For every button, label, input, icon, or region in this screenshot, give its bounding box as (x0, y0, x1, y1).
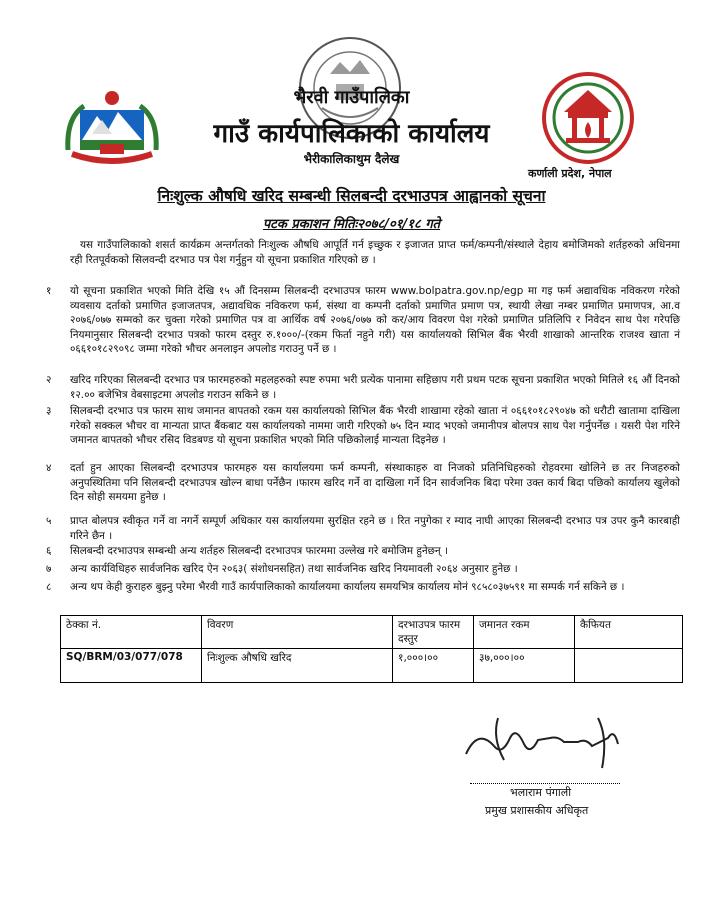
table-cell-form-fee: १,०००।०० (393, 649, 474, 683)
item-number: २ (46, 374, 52, 386)
item-number: ३ (46, 405, 52, 417)
notice-title: निःशुल्क औषधि खरिद सम्बन्धी सिलबन्दी दरभाउपत्र आह्वानको सूचना (157, 187, 546, 205)
table-cell-remarks (575, 649, 683, 683)
signature-line (470, 783, 620, 784)
municipality-name: भैरवी गाउँपालिका (293, 87, 410, 108)
province-label: कर्णाली प्रदेश, नेपाल (528, 167, 612, 180)
item-number: ६ (46, 545, 52, 557)
notice-item: सिलबन्दी दरभाउ पत्र फारम साथ जमानत बापतको रकम यस कार्यालयको सिभिल बैंक भैरवी शाखामा रहेको खाता नं ०६६१०१८२९०४७ को धरौटी खातामा दाखिला गरेको सक्कल भौचर वा मान्यता प्राप्त बैंकबाट यस कार्यालयको नाममा जारी गरिएको ७५ दिन म्याद भएको जमानीपत्र बोलपत्र साथ पेश गर्नुपर्नेछ । यसरी पेश गरिने जमानत बापतको भौचर रसिद विडबण्ड यो सूचना प्रकाशित भएको मिति पछिकोलाई मान्यता दिइनेछ । (70, 405, 680, 447)
notice-intro: यस गाउँपालिकाको शसर्त कार्यक्रम अन्तर्गतको निःशुल्क औषधि आपूर्ति गर्न इच्छुक र इजाजत प्राप्त फर्म/कम्पनी/संस्थाले देहाय बमोजिमको शर्तहरुको अधिनमा रही रितपूर्वकको सिलवन्दी दरभाउ पत्र पेश गर्नुहुन यो सूचना प्रकाशित गरिएको छ । (70, 239, 680, 266)
notice-item: खरिद गरिएका सिलबन्दी दरभाउ पत्र फारमहरुको महलहरुको स्पष्ट रुपमा भरी प्रत्येक पानामा सहिछाप गरी प्रथम पटक सूचना प्रकाशित भएको मितिले १६ औं दिनको १२.०० बजेभित्र वेबसाइटमा अपलोड गराउन सकिने छ । (70, 374, 680, 401)
notice-item: यो सूचना प्रकाशित भएको मिति देखि १५ औं दिनसम्म सिलबन्दी दरभाउपत्र फारम www.bolpatra.gov.np/egp मा गइ फर्म अद्यावधिक नविकरण गरेको व्यवसाय दर्ताको प्रमाणित इजाजतपत्र, अद्यावधिक नविकरण फर्म, संस्था वा कम्पनी दर्ताको प्रमाणित प्रमाण पत्र, स्थायी लेखा नम्बर प्रमाणित प्रमाणपत्र, आ.व २०७६/०७७ सम्मको कर चुक्ता गरेको प्रमाणित पत्र वा आर्थिक वर्ष २०७६/०७७ को कर/आय विवरण पेश गरेको प्रमाणित प्रतिलिपि र निवेदन साथ पेश गरेपछि नियमानुसार सिलबन्दी दरभाउ पत्रको फारम दस्तुर रु.१०००/-(रकम फिर्ता नहुने गरी) यस कार्यालयको सिभिल बैंक भैरवी शाखाको आन्तरिक राजश्व खाता नं ०६६१०१८२९०९८ जम्मा गरेको भौचर अनलाइन अपलोड गराउनु पर्ने छ । (70, 285, 680, 356)
table-header: विवरण (202, 616, 393, 649)
table-header: ठेक्का नं. (61, 616, 202, 649)
notice-item: सिलबन्दी दरभाउपत्र सम्बन्धी अन्य शर्तहरु सिलबन्दी दरभाउपत्र फारममा उल्लेख गरे बमोजिम हुनेछन् । (70, 545, 448, 557)
notice-item: अन्य कार्यविधिहरु सार्वजनिक खरिद ऐन २०६३( संशोधनसहित) तथा सार्वजनिक खरिद नियमावली २०६४ अनुसार हुनेछ । (70, 563, 518, 575)
item-number: ४ (46, 462, 52, 474)
table-row (61, 649, 683, 683)
notice-item: प्राप्त बोलपत्र स्वीकृत गर्ने वा नगर्ने सम्पूर्ण अधिकार यस कार्यालयमा सुरक्षित रहने छ । रित नपुगेका र म्याद नाघी आएका सिलबन्दी दरभाउ पत्र उपर कुनै कारबाही गरिने छैन । (70, 515, 680, 542)
signatory-name: भलाराम पंगाली (510, 786, 572, 799)
notice-item: अन्य थप केही कुराहरु बुझ्नु परेमा भैरवी गाउँ कार्यपालिकाको कार्यालयमा कार्यालय समयभित्र कार्यालय मोनं ९८५८०३७५९१ मा सम्पर्क गर्न सकिने छ । (70, 581, 625, 593)
item-number: १ (46, 285, 52, 297)
table-header: कैफियत (575, 616, 683, 649)
tender-table (60, 615, 683, 683)
item-number: ८ (46, 581, 52, 593)
item-number: ५ (46, 515, 52, 527)
office-location: भैरीकालिकाथुम दैलेख (303, 152, 400, 166)
table-cell-description: निःशुल्क औषधि खरिद (202, 649, 393, 683)
office-name: गाउँ कार्यपालिकाको कार्यालय (213, 119, 490, 149)
item-number: ७ (46, 563, 52, 575)
table-cell-guarantee: ३७,०००।०० (474, 649, 575, 683)
signatory-title: प्रमुख प्रशासकीय अधिकृत (485, 804, 589, 817)
notice-item: दर्ता हुन आएका सिलबन्दी दरभाउपत्र फारमहरु यस कार्यालयमा फर्म कम्पनी, संस्थाकाहरु वा निजको प्रतिनिधिहरुको रोहवरमा खोलिने छ तर निजहरुको अनुपस्थितिमा पनि सिलबन्दी दरभाउपत्र खोल्न बाधा पर्नेछैन ।फारम खरिद गर्ने वा दाखिला गर्ने दिन सार्वजनिक बिदा परेमा उक्त कार्य बिदा पछिको कार्यालय खुलेको दिन सोही समयमा हुनेछ । (70, 462, 680, 504)
table-cell-contract-no: SQ/BRM/03/077/078 (61, 649, 202, 683)
table-header: जमानत रकम (474, 616, 575, 649)
table-header: दरभाउपत्र फारम दस्तुर (393, 616, 474, 649)
publication-date: पटक प्रकाशन मितिः२०७८/०१/१८ गते (262, 217, 441, 232)
signature-mark (458, 708, 628, 778)
table-header-row (61, 616, 683, 649)
